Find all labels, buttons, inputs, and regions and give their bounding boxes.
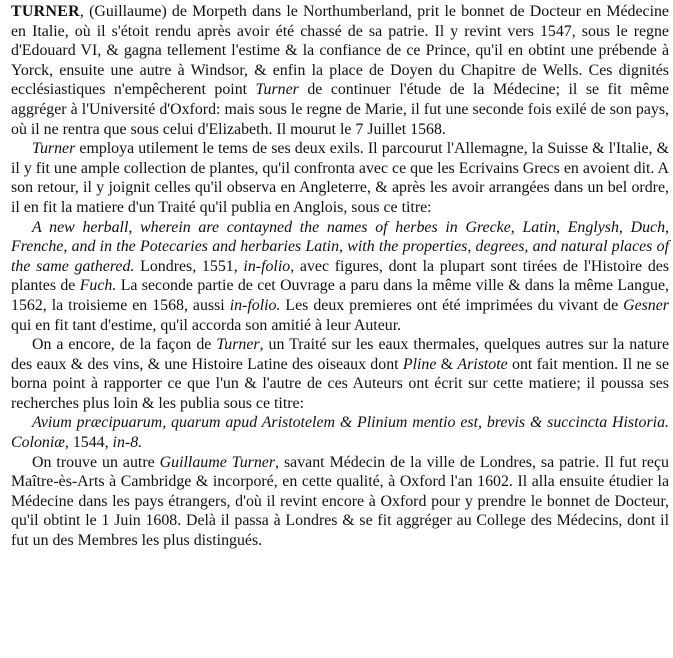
paragraph-biography: TURNER, (Guillaume) de Morpeth dans le Northumberland, prit le bonnet de Docteur en Médecine en Italie, où il s'étoit rendu après avoir été chassé de sa patrie. Il y revint vers 1547, sous le regne d'Edouard VI, & gagna tellement l'estime & la confiance de ce Prince, qu'il en obtint une prébende à Yorck, ensuite une autre à Windsor, & enfin la place de Doyen du Chapitre de Wells. Ces dignités ecclésiastiques n'empêcherent point Turner de continuer l'étude de la Médecine; il se fit même aggréger à l'Université d'Oxford: mais sous le regne de Marie, il fut une seconde fois exilé de son pays, où il ne rentra que sous celui d'Elizabeth. Il mourut le 7 Juillet 1568. <box>11 3 669 138</box>
paragraph-other-turner: On trouve un autre Guillaume Turner, savant Médecin de la ville de Londres, sa patrie. Il fut reçu Maître-ès-Arts à Cambridge & incorporé, en cette qualité, à Oxford l'an 1602. Il alla ensuite étudier la Médecine dans les pays étrangers, d'où il revint encore à Oxford pour y prendre le bonnet de Docteur, qu'il obtint le 1 Juin 1608. Delà il passa à Londres & se fit aggréger au College des Médecins, dont il fut un des Membres les plus distingués. <box>11 453 669 550</box>
headword: TURNER <box>11 3 80 20</box>
paragraph-avium: Avium præcipuarum, quarum apud Aristotelem & Plinium mentio est, brevis & succincta Historia. Coloniæ, 1544, in-8. <box>11 414 669 452</box>
book-title-avium: Avium præcipuarum, quarum apud Aristotelem & Plinium mentio est, brevis & succincta Historia. Coloniæ <box>11 414 669 452</box>
paragraph-exile-botany: Turner employa utilement le tems de ses deux exils. Il parcourut l'Allemagne, la Suisse & l'Italie, & il y fit une ample collection de plantes, qu'il confronta avec ce que les Ecrivains Grecs en avoient dit. A son retour, il y joignit celles qu'il observa en Angleterre, & après les avoir arrangées dans un bel ordre, il en fit la matiere d'un Traité qu'il publia en Anglois, sous ce titre: <box>11 140 669 216</box>
book-title-herball: A new herball, wherein are contayned the names of herbes in Grecke, Latin, Englysh, Duch, Frenche, and in the Potecaries and herbaries Latin, with the properties, degrees, and natural places of the same gathered. <box>11 218 669 275</box>
paragraph-herball: A new herball, wherein are contayned the names of herbes in Grecke, Latin, Englysh, Duch, Frenche, and in the Potecaries and herbaries Latin, with the properties, degrees, and natural places of the same gathered. Londres, 1551, in-folio, avec figures, dont la plupart sont tirées de l'Histoire des plantes de Fuch. La seconde partie de cet Ouvrage a paru dans la même ville & dans la même Langue, 1562, la troisieme en 1568, aussi in-folio. Les deux premieres ont été imprimées du vivant de Gesner qui en fit tant d'estime, qu'il accorda son amitié à leur Auteur. <box>11 218 670 334</box>
paragraph-other-works: On a encore, de la façon de Turner, un Traité sur les eaux thermales, quelques autres sur la nature des eaux & des vins, & une Histoire Latine des oiseaux dont Pline & Aristote ont fait mention. Il ne se borna point à rapporter ce que l'un & l'autre de ces Auteurs ont écrit sur cette matiere; il poussa ses recherches plus loin & les publia sous ce titre: <box>11 336 670 412</box>
